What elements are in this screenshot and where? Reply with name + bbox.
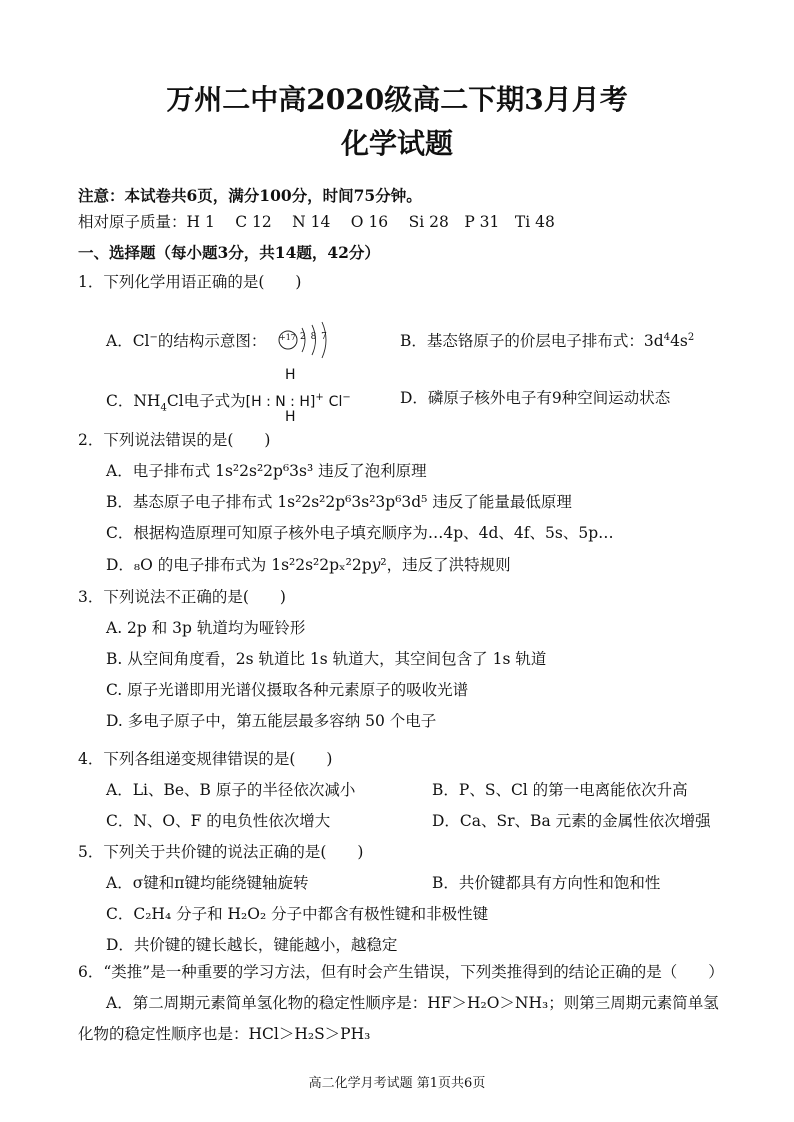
q4-option-d: D．Ca、Sr、Ba 元素的金属性依次增强: [432, 812, 711, 830]
q1-option-b: [400, 328, 694, 351]
atom-nucleus: +17: [279, 333, 296, 342]
q1-option-c: [106, 388, 351, 418]
q2-option-d: D．₈O 的电子排布式为 1s²2s²2pₓ²2p𝑦²，违反了洪特规则: [106, 556, 511, 574]
q5-stem: 5．下列关于共价键的说法正确的是( ): [78, 843, 364, 861]
q4-option-b: B．P、S、Cl 的第一电离能依次升高: [432, 781, 688, 799]
q1-a-suffix: 的结构示意图：: [157, 332, 267, 351]
atom-structure-diagram: [278, 316, 338, 360]
q2-stem: 2．下列说法错误的是( ): [78, 431, 271, 449]
q1-c-h-bottom: H: [285, 409, 296, 425]
q6-stem: 6．“类推”是一种重要的学习方法，但有时会产生错误，下列类推得到的结论正确的是（ ）: [78, 963, 724, 981]
q1-c-h-top: H: [285, 367, 296, 383]
q3-option-b: B. 从空间角度看，2s 轨道比 1s 轨道大，其空间包含了 1s 轨道: [106, 650, 547, 668]
q1-a-sup: −: [149, 332, 158, 343]
q3-stem: 3．下列说法不正确的是( ): [78, 588, 286, 606]
q6-option-a-line1: A．第二周期元素简单氢化物的稳定性顺序是：HF＞H₂O＞NH₃；则第三周期元素简单氢: [106, 994, 719, 1012]
q6-option-a-line2: 化物的稳定性顺序也是：HCl＞H₂S＞PH₃: [78, 1025, 371, 1043]
exam-subject-title: 化学试题: [340, 127, 453, 160]
notice: 注意：本试卷共6页，满分100分，时间75分钟。: [78, 186, 422, 205]
q1-c-mid: Cl电子式为: [166, 392, 246, 411]
q2-option-b: B．基态原子电子排布式 1s²2s²2p⁶3s²3p⁶3d⁵ 违反了能量最低原理: [106, 493, 572, 511]
q4-option-c: C．N、O、F 的电负性依次增大: [106, 812, 331, 830]
q2-option-a: A．电子排布式 1s²2s²2p⁶3s³ 违反了泡利原理: [106, 462, 427, 480]
atomic-masses: 相对原子质量：H 1 C 12 N 14 O 16 Si 28 P 31 Ti 48: [78, 213, 555, 231]
q4-stem: 4．下列各组递变规律错误的是( ): [78, 750, 333, 768]
q1-option-d: D．磷原子核外电子有9种空间运动状态: [400, 389, 671, 407]
section-heading: 一、选择题（每小题3分，共14题，42分）: [78, 243, 380, 262]
atom-shells: 2 8 7: [300, 332, 328, 342]
q1-option-a: [106, 328, 266, 351]
q1-b-mid: 4s: [670, 332, 688, 351]
q1-c-sub: 4: [160, 402, 167, 414]
q1-b-sup2: 2: [687, 332, 695, 343]
exam-title: 万州二中高2020级高二下期3月月考: [166, 83, 628, 116]
q1-c-charge: +: [315, 392, 324, 403]
q1-stem: 1．下列化学用语正确的是( ): [78, 273, 302, 291]
q1-c-prefix: C．NH: [106, 392, 161, 411]
q5-option-b: B．共价键都具有方向性和饱和性: [432, 874, 661, 892]
q3-option-a: A. 2p 和 3p 轨道均为哑铃形: [106, 619, 306, 637]
q1-c-anion: Cl: [328, 394, 343, 411]
q1-b-sup1: 4: [663, 332, 671, 343]
q5-option-c: C．C₂H₄ 分子和 H₂O₂ 分子中都含有极性键和非极性键: [106, 905, 489, 923]
q5-option-a: A．σ键和π键均能绕键轴旋转: [106, 874, 309, 892]
q3-option-c: C. 原子光谱即用光谱仪摄取各种元素原子的吸收光谱: [106, 681, 469, 699]
q3-option-d: D. 多电子原子中，第五能层最多容纳 50 个电子: [106, 712, 437, 730]
q5-option-d: D．共价键的键长越长，键能越小，越稳定: [106, 936, 398, 954]
q1-a-prefix: A．Cl: [106, 332, 150, 351]
q1-b-text: B．基态铬原子的价层电子排布式：3d: [400, 332, 664, 351]
q1-c-anion-charge: −: [342, 392, 351, 403]
q1-c-formula: [H : N : H]: [245, 394, 316, 411]
page-footer: 高二化学月考试题 第1页共6页: [308, 1076, 486, 1091]
q2-option-c: C．根据构造原理可知原子核外电子填充顺序为…4p、4d、4f、5s、5p…: [106, 524, 614, 542]
q4-option-a: A．Li、Be、B 原子的半径依次减小: [106, 781, 356, 799]
